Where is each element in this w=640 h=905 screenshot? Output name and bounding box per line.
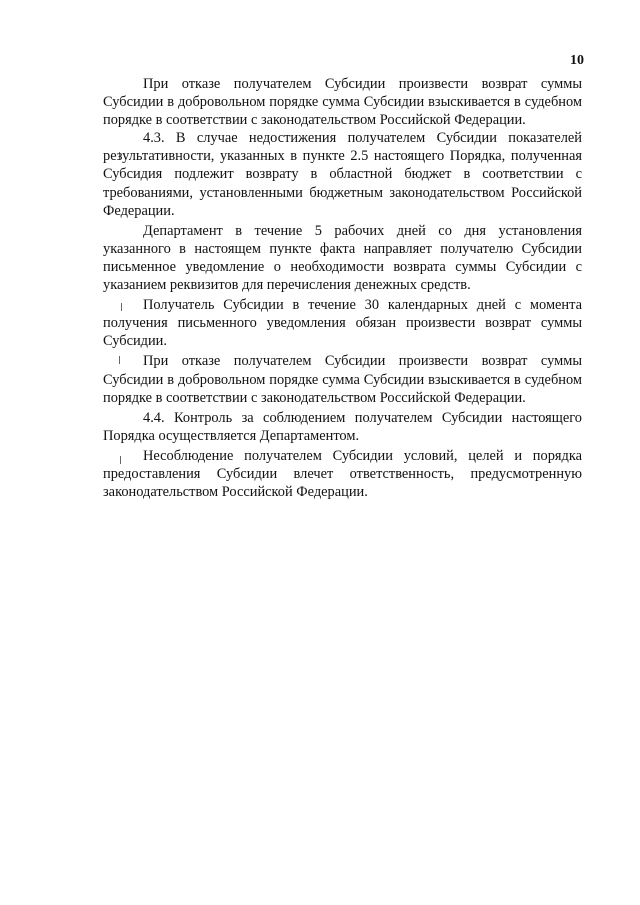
paragraph: Получатель Субсидии в течение 30 календарных дней с момента получения письменного уведомления обязан произвести возврат суммы Субсидии. (103, 297, 582, 350)
paragraph: 4.4. Контроль за соблюдением получателем Субсидии настоящего Порядка осуществляется Департаментом. (103, 409, 582, 444)
paragraph: При отказе получателем Субсидии произвести возврат суммы Субсидии в добровольном порядке сумма Субсидии взыскивается в судебном порядке в соответствии с законодательством Российской Федерации. (103, 353, 582, 406)
page-number: 10 (570, 53, 584, 68)
paragraph: При отказе получателем Субсидии произвести возврат суммы Субсидии в добровольном порядке сумма Субсидии взыскивается в судебном порядке в соответствии с законодательством Российской Федерации. (103, 76, 582, 129)
paragraph: Департамент в течение 5 рабочих дней со дня установления указанного в настоящем пункте факта направляет получателю Субсидии письменное уведомление о необходимости возврата суммы Субсидии с указанием реквизитов для перечисления денежных средств. (103, 222, 582, 294)
body-text (103, 75, 582, 501)
paragraph: 4.3. В случае недостижения получателем Субсидии показателей результативности, указанных в пункте 2.5 настоящего Порядка, полученная Субсидия подлежит возврату в областной бюджет в соответствии с требованиями, установленными бюджетным законодательством Российской Федерации. (103, 130, 582, 219)
paragraph: Несоблюдение получателем Субсидии условий, целей и порядка предоставления Субсидии влечет ответственность, предусмотренную законодательством Российской Федерации. (103, 447, 582, 501)
